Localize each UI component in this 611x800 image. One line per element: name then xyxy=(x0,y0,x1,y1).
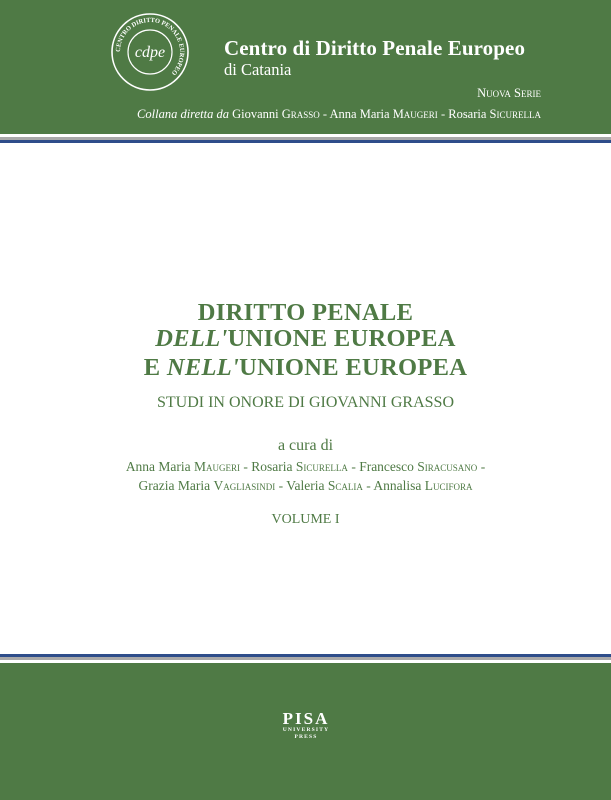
curators-line-2: Grazia Maria Vagliasindi - Valeria Scalia - Annalisa Lucifora xyxy=(138,478,473,493)
curator: Annalisa Lucifora xyxy=(373,478,473,493)
divider-stripe xyxy=(0,140,611,143)
book-title-line-2: DELL'UNIONE EUROPEA xyxy=(155,325,456,352)
book-title-line-1: DIRITTO PENALE xyxy=(197,299,414,326)
logo-monogram: cdpe xyxy=(134,44,166,61)
curator: Valeria Scalia xyxy=(286,478,363,493)
series-label: Nuova Serie xyxy=(477,86,541,100)
publisher-logo xyxy=(280,710,332,741)
publisher-line-2: UNIVERSITY xyxy=(282,727,330,733)
editors-prefix: Collana diretta da xyxy=(137,107,229,121)
volume-label: VOLUME I xyxy=(271,512,340,527)
publisher-line-3: PRESS xyxy=(294,734,318,740)
book-title-line-3: E NELL'UNIONE EUROPEA xyxy=(143,354,468,381)
series-editor: Rosaria Sicurella xyxy=(448,107,541,121)
centre-city: di Catania xyxy=(224,60,292,79)
curator: Rosaria Sicurella xyxy=(251,459,348,474)
curator: Anna Maria Maugeri xyxy=(125,459,241,474)
publisher-name: PISA xyxy=(282,709,330,728)
book-subtitle: STUDI IN ONORE DI GIOVANNI GRASSO xyxy=(156,394,455,411)
curator: Francesco Siracusano xyxy=(359,459,478,474)
edited-by-label: a cura di xyxy=(277,437,334,454)
curator: Grazia Maria Vagliasindi xyxy=(138,478,276,493)
series-editors-line: Collana diretta da Giovanni Grasso - Anna Maria Maugeri - Rosaria Sicurella xyxy=(137,107,541,121)
series-editor: Anna Maria Maugeri xyxy=(329,107,438,121)
cdpe-logo xyxy=(110,12,190,92)
logo-ring-text: CENTRO DIRITTO PENALE EUROPEO xyxy=(114,16,186,77)
series-editor: Giovanni Grasso xyxy=(232,107,320,121)
centre-name: Centro di Diritto Penale Europeo xyxy=(224,36,526,60)
curators-line-1: Anna Maria Maugeri - Rosaria Sicurella - Francesco Siracusano - xyxy=(125,459,486,474)
